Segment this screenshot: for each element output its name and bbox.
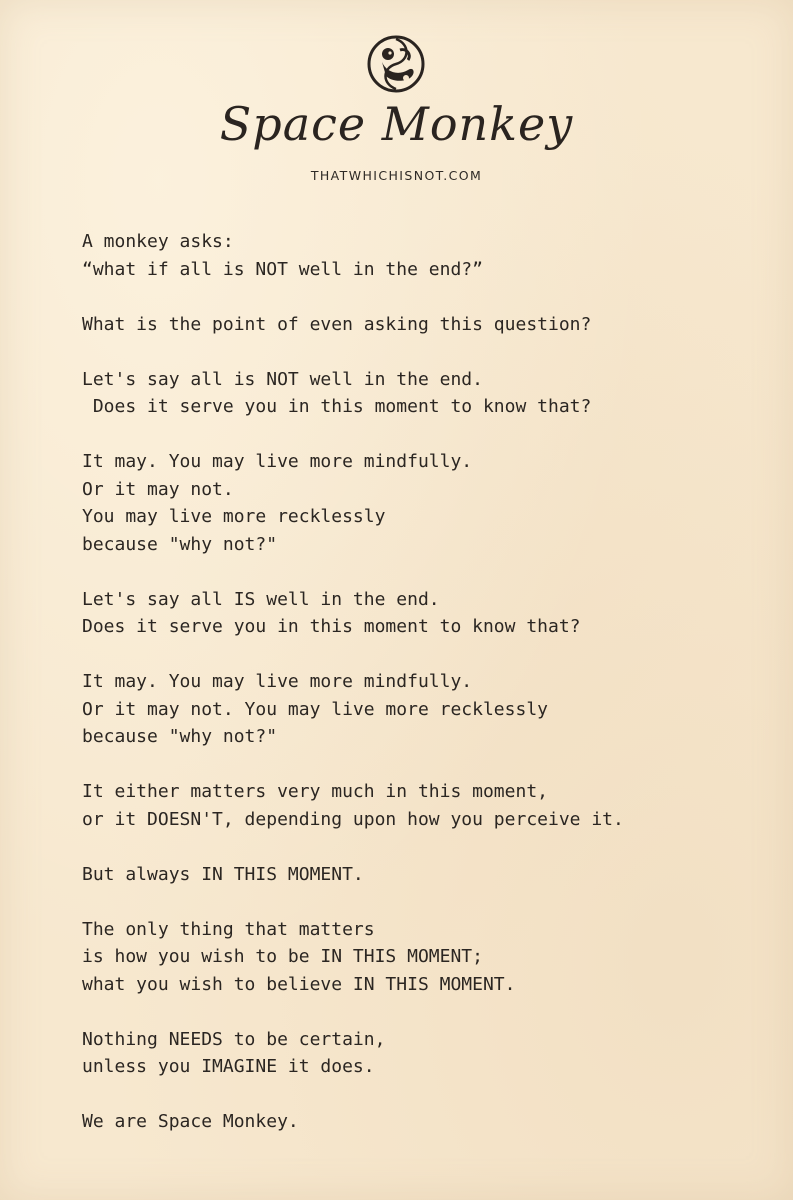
poem-line: what you wish to believe IN THIS MOMENT.	[82, 973, 516, 995]
poem-line: Nothing NEEDS to be certain,	[82, 1028, 386, 1050]
poem-body	[82, 228, 782, 1163]
stanza	[82, 366, 782, 421]
poem-line: It either matters very much in this moment,	[82, 781, 548, 802]
stanza	[82, 228, 782, 283]
poem-line: because "why not?"	[82, 533, 278, 555]
poem-line: Or it may not.	[82, 478, 234, 500]
stanza	[82, 916, 782, 999]
stanza	[82, 1026, 782, 1081]
poem-line: or it DOESN'T, depending upon how you perceive it.	[82, 808, 624, 830]
poem-line: You may live more recklessly	[82, 506, 386, 527]
stanza	[82, 311, 782, 339]
stanza	[82, 778, 782, 833]
poem-line: Does it serve you in this moment to know that?	[82, 396, 592, 417]
stanza	[82, 668, 782, 751]
poem-line: Does it serve you in this moment to know that?	[82, 616, 581, 637]
site-url: THATWHICHISNOT.COM	[310, 168, 483, 183]
monkey-swirl-icon	[364, 32, 428, 96]
stanza	[82, 861, 782, 889]
poem-line: is how you wish to be IN THIS MOMENT;	[82, 946, 483, 967]
poem-line: “what if all is NOT well in the end?”	[82, 258, 483, 280]
poem-line: We are Space Monkey.	[82, 1111, 299, 1132]
poem-line: But always IN THIS MOMENT.	[82, 863, 364, 885]
stanza	[82, 586, 782, 641]
poem-line: It may. You may live more mindfully.	[82, 671, 473, 692]
poem-line: The only thing that matters	[82, 918, 375, 940]
poem-line: A monkey asks:	[82, 231, 234, 252]
stanza	[82, 1108, 782, 1136]
poem-line: Let's say all IS well in the end.	[82, 588, 440, 610]
stanza	[82, 448, 782, 558]
brand-name: Space Monkey	[219, 97, 574, 151]
poem-line: It may. You may live more mindfully.	[82, 451, 473, 472]
poem-line: because "why not?"	[82, 726, 278, 747]
poem-line: unless you IMAGINE it does.	[82, 1056, 375, 1077]
poem-line: Let's say all is NOT well in the end.	[82, 368, 483, 390]
poem-line: What is the point of even asking this question?	[82, 313, 592, 335]
poem-line: Or it may not. You may live more recklessly	[82, 698, 548, 720]
